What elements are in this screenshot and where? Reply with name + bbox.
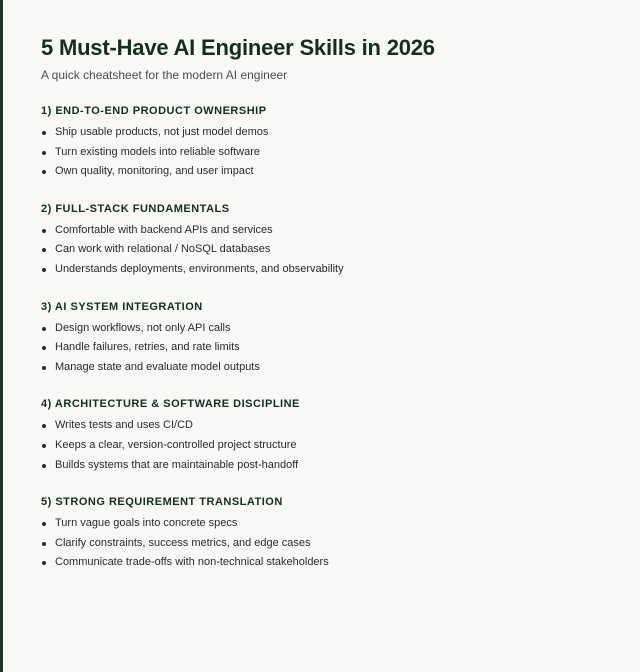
page-subtitle: A quick cheatsheet for the modern AI engineer <box>41 68 288 82</box>
bullet-item: Turn vague goals into concrete specs <box>41 514 621 534</box>
bullet-item: Handle failures, retries, and rate limits <box>41 338 621 358</box>
bullet-list <box>41 123 621 182</box>
bullet-list <box>41 319 621 378</box>
bullet-item: Comfortable with backend APIs and services <box>41 221 621 241</box>
left-edge-bar <box>0 0 3 672</box>
bullet-item: Understands deployments, environments, and observability <box>41 260 621 280</box>
bullet-item: Clarify constraints, success metrics, and edge cases <box>41 534 621 554</box>
section-heading: 3) AI SYSTEM INTEGRATION <box>41 300 203 313</box>
bullet-item: Keeps a clear, version-controlled project structure <box>41 436 621 456</box>
bullet-list <box>41 514 621 573</box>
section-heading: 4) ARCHITECTURE & SOFTWARE DISCIPLINE <box>41 398 300 411</box>
bullet-item: Writes tests and uses CI/CD <box>41 416 621 436</box>
bullet-item: Manage state and evaluate model outputs <box>41 358 621 378</box>
section-full-stack <box>41 202 621 280</box>
bullet-list <box>41 416 621 475</box>
section-requirements <box>41 495 621 573</box>
bullet-item: Design workflows, not only API calls <box>41 319 621 339</box>
section-architecture <box>41 397 621 475</box>
section-heading: 1) END-TO-END PRODUCT OWNERSHIP <box>41 105 267 117</box>
bullet-item: Can work with relational / NoSQL databases <box>41 240 621 260</box>
section-heading: 5) STRONG REQUIREMENT TRANSLATION <box>41 496 283 509</box>
section-product-ownership <box>41 104 621 182</box>
section-heading: 2) FULL-STACK FUNDAMENTALS <box>41 202 230 215</box>
bullet-item: Communicate trade-offs with non-technical stakeholders <box>41 553 621 573</box>
bullet-item: Own quality, monitoring, and user impact <box>41 162 621 182</box>
cheatsheet <box>41 32 621 573</box>
bullet-item: Builds systems that are maintainable post-handoff <box>41 456 621 476</box>
bullet-list <box>41 221 621 280</box>
page-title: 5 Must-Have AI Engineer Skills in 2026 <box>41 35 435 60</box>
bullet-item: Turn existing models into reliable software <box>41 143 621 163</box>
section-ai-integration <box>41 300 621 378</box>
bullet-item: Ship usable products, not just model demos <box>41 123 621 143</box>
